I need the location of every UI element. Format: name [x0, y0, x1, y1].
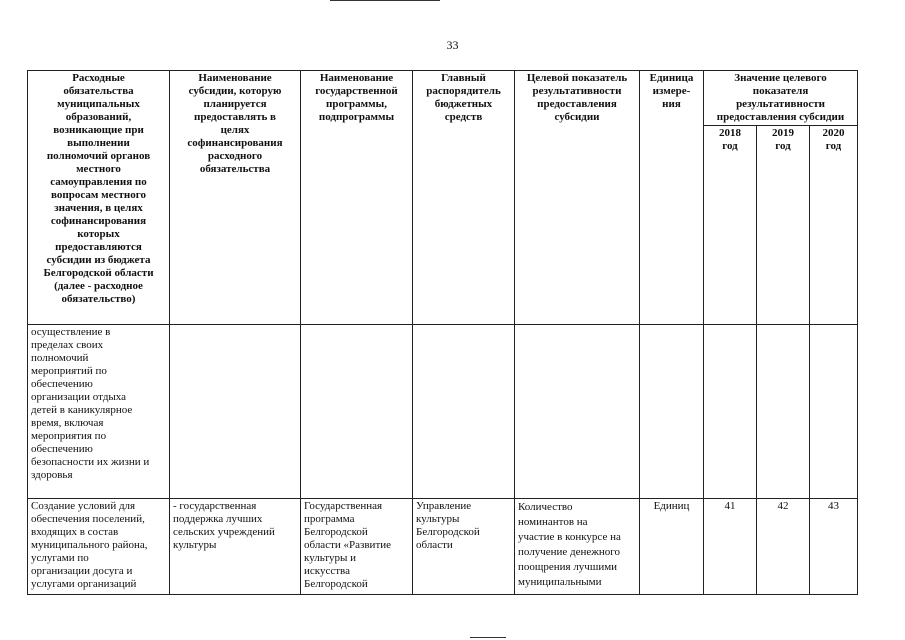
cell-manager: Управление культуры Белгородской области: [413, 499, 515, 595]
table-row: [28, 499, 858, 595]
cell-indicator: Количество номинантов на участие в конкурсе на получение денежного поощрения лучшими муниципальными: [515, 499, 640, 595]
header-unit: Единица измере- ния: [640, 71, 704, 325]
header-year-2020: 2020 год: [810, 126, 858, 325]
page-number: 33: [446, 38, 459, 52]
cell-2018: [704, 325, 757, 499]
cell-indicator: [515, 325, 640, 499]
header-obligation: Расходные обязательства муниципальных образований, возникающие при выполнении полномочий органов местного самоуправления по вопросам местного значения, в целях софинансирования которых предоставляются субсидии из бюджета Белгородской области (далее - расходное обязательство): [28, 71, 170, 325]
cell-2019: 42: [757, 499, 810, 595]
header-program: Наименование государственной программы, подпрограммы: [301, 71, 413, 325]
header-year-2018: 2018 год: [704, 126, 757, 325]
header-subsidy: Наименование субсидии, которую планируется предоставлять в целях софинансирования расходного обязательства: [170, 71, 301, 325]
scan-artifact-top: [330, 0, 440, 1]
cell-program: Государственная программа Белгородской области «Развитие культуры и искусства Белгородской: [301, 499, 413, 595]
cell-2020: 43: [810, 499, 858, 595]
subsidy-table: [27, 70, 858, 595]
table-row: [28, 325, 858, 499]
header-manager: Главный распорядитель бюджетных средств: [413, 71, 515, 325]
header-row: [28, 71, 858, 126]
cell-2019: [757, 325, 810, 499]
cell-2020: [810, 325, 858, 499]
cell-subsidy: - государственная поддержка лучших сельских учреждений культуры: [170, 499, 301, 595]
header-target-value-group: Значение целевого показателя результативности предоставления субсидии: [704, 71, 858, 126]
cell-obligation: осуществление в пределах своих полномочий мероприятий по обеспечению организации отдыха детей в каникулярное время, включая мероприятия по обеспечению безопасности их жизни и здоровья: [28, 325, 170, 499]
cell-unit: Единиц: [640, 499, 704, 595]
scan-artifact-bottom: [470, 637, 506, 638]
header-indicator: Целевой показатель результативности предоставления субсидии: [515, 71, 640, 325]
cell-obligation: Создание условий для обеспечения поселений, входящих в состав муниципального района, услугами по организации досуга и услугами организаций: [28, 499, 170, 595]
cell-2018: 41: [704, 499, 757, 595]
cell-program: [301, 325, 413, 499]
cell-manager: [413, 325, 515, 499]
cell-subsidy: [170, 325, 301, 499]
header-year-2019: 2019 год: [757, 126, 810, 325]
cell-unit: [640, 325, 704, 499]
